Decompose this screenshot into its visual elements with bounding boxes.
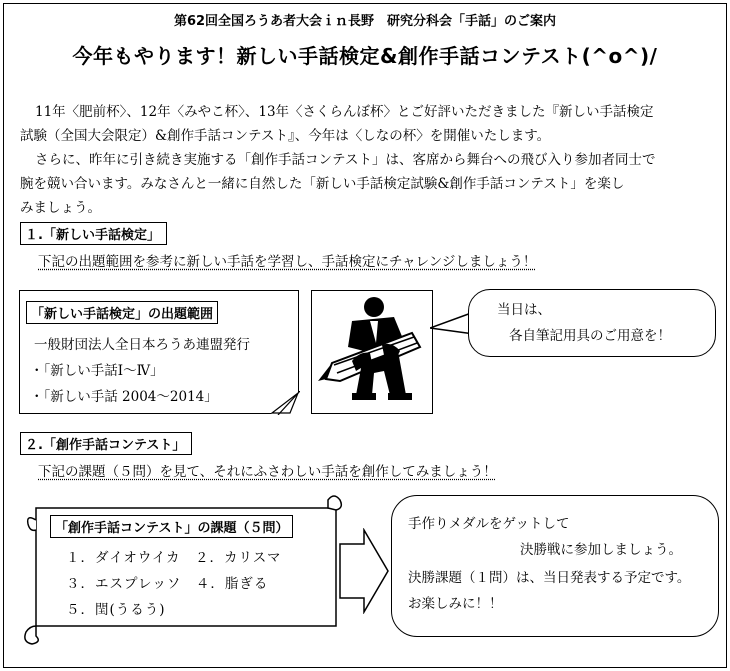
contest-task-row: ３．エスプレッソ ４．脂ぎる [66,576,269,592]
exam-scope-card [19,290,299,414]
contest-task-row: １．ダイオウイカ ２．カリスマ [66,550,282,566]
exam-scope-item: ・「新しい手話 2004～2014」 [30,389,218,405]
contest-task-row: ５．閏(うるう) [66,602,166,618]
callout-line-4: お楽しみに！！ [408,596,503,612]
section-2-lead: 下記の課題（５問）を見て、それにふさわしい手話を創作してみましょう！ [38,464,497,480]
callout-line-2: 決勝戦に参加しましょう。 [520,542,682,558]
callout-line-1: 手作りメダルをゲットして [408,516,570,532]
callout-line-3: 決勝課題（１問）は、当日発表する予定です。 [408,570,691,586]
pencil-man-icon [312,291,432,413]
intro-line-2: 試験（全国大会限定）&創作手話コンテスト』、今年は〈しなの杯〉を開催いたします。 [20,128,551,144]
section-1-heading: １.「新しい手話検定」 [20,222,167,245]
pencil-man-clipart [311,290,433,414]
intro-line-3: さらに、昨年に引き続き実施する「創作手話コンテスト」は、客席から舞台への飛び入り参加者同士で [35,152,656,168]
scroll-banner-icon [12,490,352,650]
flyer-header: 第62回全国ろうあ者大会ｉｎ長野 研究分科会「手話」のご案内 [173,14,557,29]
intro-line-4: 腕を競い合います。みなさんと一緒に自然した「新しい手話検定試験&創作手話コンテスト」を楽し [20,176,625,192]
intro-line-5: みましょう。 [20,200,101,216]
speech-bubble [468,289,716,357]
contest-task-title: 「創作手話コンテスト」の課題（５問） [50,515,293,538]
intro-line-1: 11年〈肥前杯〉、12年〈みやこ杯〉、13年〈さくらんぼ杯〉とご好評いただきました『新しい手話検定 [35,104,654,120]
exam-scope-publisher: 一般財団法人全日本ろうあ連盟発行 [34,337,250,353]
right-arrow-icon [338,528,390,614]
section-1-lead: 下記の出題範囲を参考に新しい手話を学習し、手話検定にチャレンジしましょう！ [38,254,537,270]
exam-scope-title: 「新しい手話検定」の出題範囲 [26,301,218,324]
folded-corner-icon [270,391,300,415]
exam-scope-item: ・「新しい手話Ⅰ～Ⅳ」 [30,363,164,379]
flyer-title: 今年もやります！新しい手話検定&創作手話コンテスト(^o^)/ [72,44,658,68]
bubble-line-1: 当日は、 [497,302,551,318]
final-round-callout [391,495,719,637]
bubble-line-2: 各自筆記用具のご用意を！ [509,328,671,344]
section-2-heading: ２.「創作手話コンテスト」 [20,432,192,455]
